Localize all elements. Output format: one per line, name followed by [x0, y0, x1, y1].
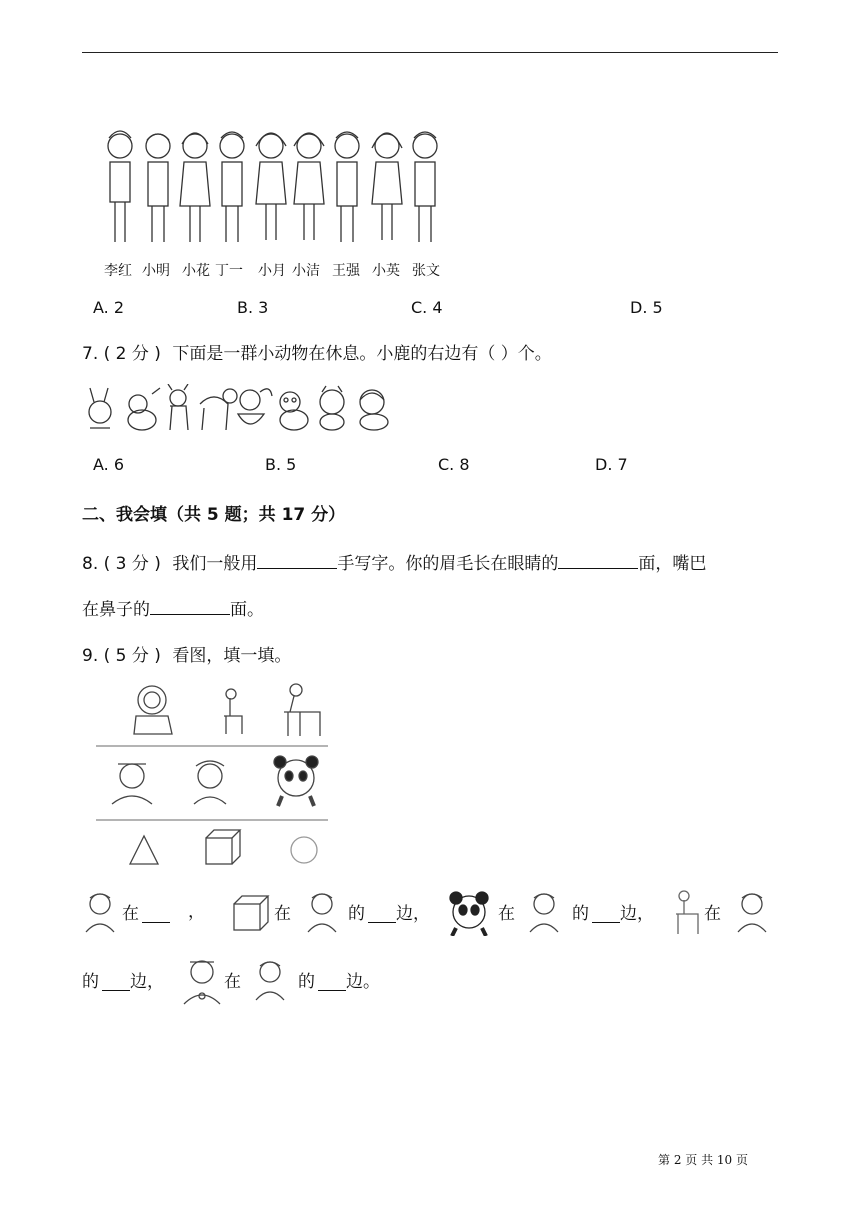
- q7-option-b[interactable]: B. 5: [265, 455, 297, 474]
- question-score: ( 2 分 ): [103, 344, 161, 364]
- panda-icon: [446, 890, 492, 936]
- answer-blank[interactable]: [368, 904, 396, 923]
- word-de: 的: [298, 972, 315, 992]
- child-name: 小明: [142, 263, 170, 279]
- comma: ，: [188, 902, 205, 922]
- question-text: 看图，填一填。: [172, 646, 292, 666]
- question-8-line2: [82, 596, 264, 624]
- q7-option-d[interactable]: D. 7: [595, 455, 628, 474]
- big-giraffe-icon: [284, 684, 320, 736]
- answer-blank[interactable]: [150, 596, 230, 615]
- boy-icon: [734, 890, 770, 934]
- panda-icon: [274, 756, 318, 806]
- children-lineup-image: [100, 124, 455, 284]
- child-name: 小月: [258, 263, 286, 279]
- question-number: 7.: [82, 344, 99, 364]
- child-name: 王强: [332, 263, 360, 279]
- answer-blank[interactable]: [558, 550, 638, 569]
- page-footer: 第 2 页 共 10 页: [658, 1153, 748, 1167]
- word-bian: 边，: [396, 904, 430, 924]
- cube-icon: [206, 830, 240, 864]
- q6-option-b[interactable]: B. 3: [237, 298, 269, 317]
- man-icon: [182, 956, 222, 1006]
- man-icon: [112, 764, 152, 804]
- question-text: 我们一般用: [172, 554, 258, 574]
- section-2-title: 二、我会填（共 5 题；共 17 分）: [82, 505, 346, 525]
- word-bian: 边。: [346, 972, 380, 992]
- triangle-icon: [130, 836, 158, 864]
- question-9: [82, 642, 291, 670]
- q7-option-c[interactable]: C. 8: [438, 455, 470, 474]
- word-de: 的: [82, 972, 99, 992]
- lion-icon: [134, 686, 172, 734]
- question-9-fill-line1: [82, 890, 782, 938]
- question-score: ( 5 分 ): [103, 646, 161, 666]
- boy-icon: [194, 761, 226, 804]
- q6-option-d[interactable]: D. 5: [630, 298, 663, 317]
- question-9-fill-line2: [82, 956, 582, 1008]
- question-text: 手写字。你的眉毛长在眼睛的: [337, 554, 559, 574]
- position-grid-image: [96, 680, 328, 870]
- question-number: 8.: [82, 554, 99, 574]
- answer-blank[interactable]: [318, 972, 346, 991]
- answer-blank[interactable]: [102, 972, 130, 991]
- child-name: 李红: [104, 263, 132, 279]
- question-7: [82, 340, 552, 368]
- word-zai: 在: [274, 904, 291, 924]
- q6-option-a[interactable]: A. 2: [93, 298, 125, 317]
- circle-icon: [291, 837, 317, 863]
- child-name: 小花: [182, 263, 210, 279]
- children-figures: [100, 124, 455, 254]
- word-zai: 在: [122, 904, 139, 924]
- cube-icon: [232, 894, 270, 932]
- boy-icon: [526, 890, 562, 934]
- child-name: 丁一: [215, 263, 243, 279]
- word-zai: 在: [224, 972, 241, 992]
- child-name: 小洁: [292, 263, 320, 279]
- question-number: 9.: [82, 646, 99, 666]
- small-giraffe-icon: [670, 890, 706, 936]
- child-name: 小英: [372, 263, 400, 279]
- word-de: 的: [348, 904, 365, 924]
- answer-blank[interactable]: [257, 550, 337, 569]
- boy-icon: [82, 890, 118, 934]
- header-rule: [82, 52, 778, 53]
- child-name: 张文: [412, 263, 440, 279]
- question-score: ( 3 分 ): [103, 554, 161, 574]
- question-text: 面。: [230, 600, 264, 620]
- word-zai: 在: [704, 904, 721, 924]
- question-text: 在鼻子的: [82, 600, 150, 620]
- animals-resting-image: [84, 384, 394, 436]
- word-bian: 边，: [620, 904, 654, 924]
- q7-option-a[interactable]: A. 6: [93, 455, 125, 474]
- small-giraffe-icon: [224, 689, 242, 734]
- boy-icon: [252, 958, 288, 1002]
- answer-blank[interactable]: [142, 904, 170, 923]
- q6-option-c[interactable]: C. 4: [411, 298, 443, 317]
- answer-blank[interactable]: [592, 904, 620, 923]
- boy-icon: [304, 890, 340, 934]
- question-8: [82, 550, 782, 578]
- word-zai: 在: [498, 904, 515, 924]
- word-de: 的: [572, 904, 589, 924]
- word-bian: 边，: [130, 972, 164, 992]
- question-text: 面，嘴巴: [638, 554, 707, 574]
- question-text: 下面是一群小动物在休息。小鹿的右边有（ ）个。: [172, 344, 552, 364]
